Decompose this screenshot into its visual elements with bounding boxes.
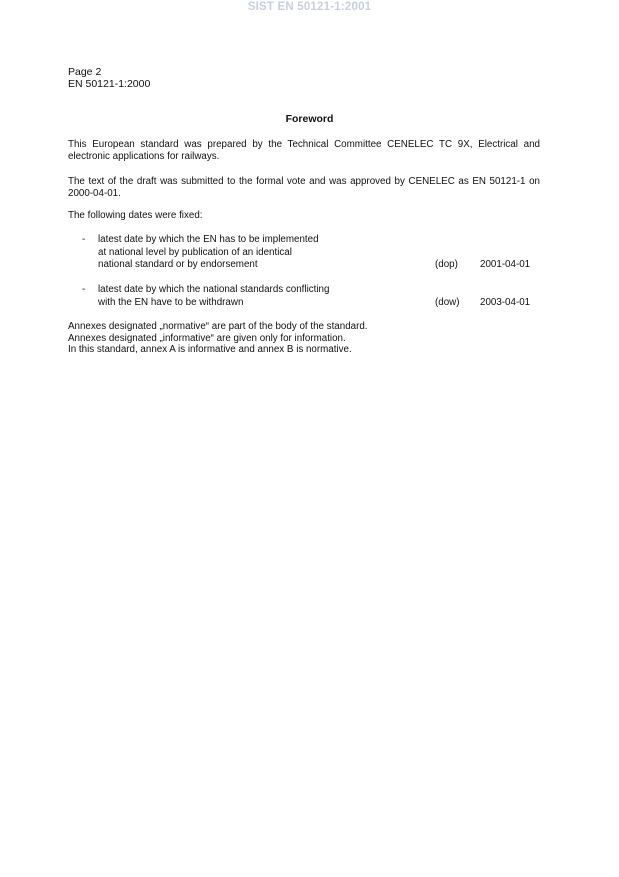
date-abbreviation: (dow) [435,297,460,308]
page-number: Page 2 [68,66,102,78]
date-item-line: latest date by which the EN has to be implemented [98,234,319,245]
list-dash: - [82,234,86,245]
date-value: 2003-04-01 [480,297,531,308]
list-dash: - [82,284,86,295]
date-value: 2001-04-01 [480,259,531,270]
date-item-line: national standard or by endorsement [98,259,258,270]
annex-notes [68,321,368,356]
section-title: Foreword [285,113,334,125]
watermark: SIST EN 50121-1:2001 [247,1,372,13]
date-item-line: with the EN have to be withdrawn [98,296,244,308]
paragraph-committee: This European standard was prepared by the Technical Committee CENELEC TC 9X, Electrical and electronic applications for railways. [68,139,540,162]
document-id: EN 50121-1:2000 [68,78,151,90]
annex-line: In this standard, annex A is informative and annex B is normative. [68,344,352,355]
date-item-line: at national level by publication of an identical [98,246,292,258]
date-abbreviation: (dop) [435,259,458,270]
page-header [68,66,150,90]
paragraph-approval: The text of the draft was submitted to the formal vote and was approved by CENELEC as EN 50121-1 on 2000-04-01. [68,176,540,199]
paragraph-dates-intro: The following dates were fixed: [68,210,203,221]
date-item-text [98,234,428,272]
date-item-line: latest date by which the national standards conflicting [98,284,330,295]
annex-line: Annexes designated „normative“ are part of the body of the standard. [68,321,368,332]
annex-line: Annexes designated „informative“ are given only for information. [68,332,346,344]
date-item-text [98,284,428,309]
